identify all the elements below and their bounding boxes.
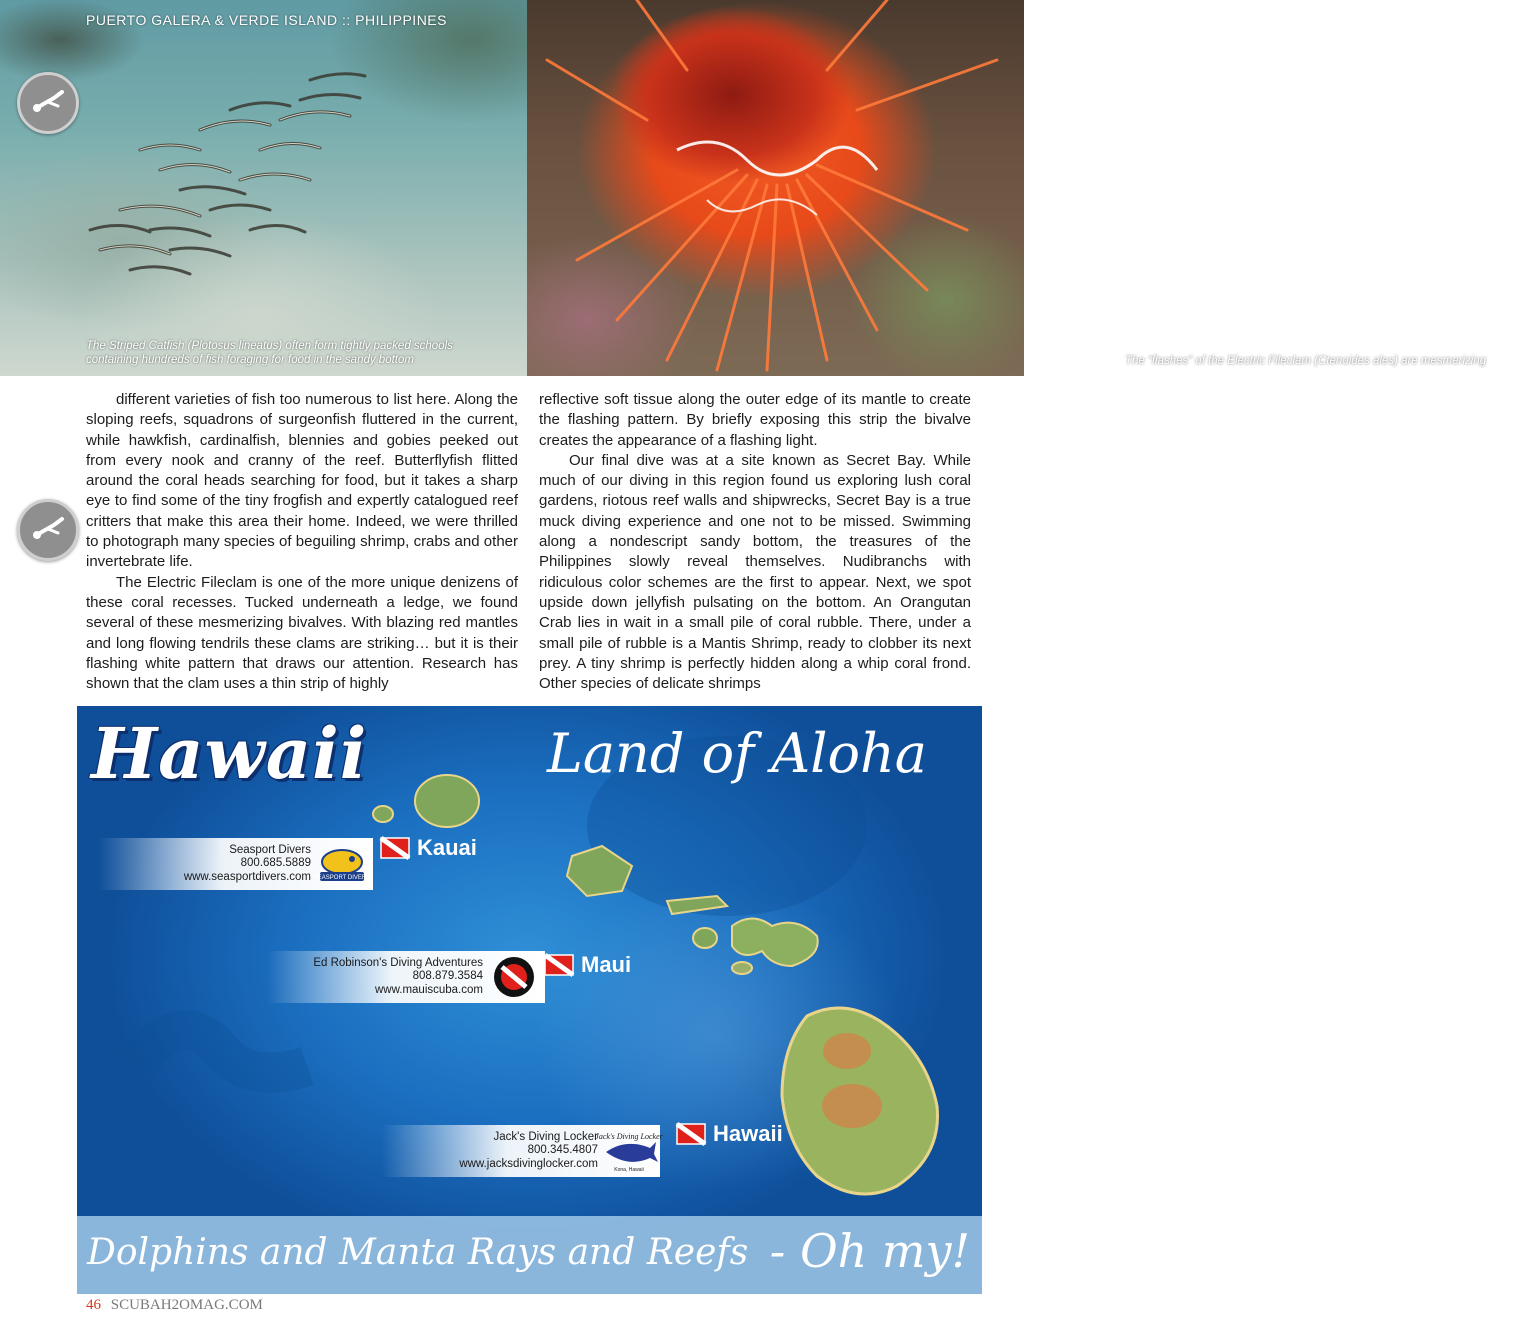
island-name: Kauai <box>417 835 477 860</box>
dealer-info <box>184 844 317 885</box>
dealer-url[interactable]: www.seasportdivers.com <box>183 870 311 883</box>
catfish-caption <box>86 339 506 367</box>
dealer-info <box>459 1131 604 1172</box>
island-label-hawaii <box>677 1121 783 1147</box>
ad-footer-exclaim: - Oh my! <box>769 1224 970 1278</box>
jacks-logo-subtext: Kona, Hawaii <box>614 1167 644 1173</box>
dealer-url[interactable]: www.jacksdivinglocker.com <box>459 1157 598 1170</box>
dealer-card-jacks[interactable] <box>382 1125 663 1177</box>
magazine-site[interactable]: SCUBAH2OMAG.COM <box>110 1297 263 1313</box>
dealer-name: Seasport Divers <box>229 843 311 856</box>
island-label-kauai <box>381 835 477 861</box>
page-number: 46 <box>86 1297 101 1313</box>
article-right-column <box>539 390 971 694</box>
island-name: Hawaii <box>713 1121 783 1146</box>
dive-flag-icon <box>381 838 409 858</box>
article-paragraph: different varieties of fish too numerous to list here. Along the sloping reefs, squadrons of surgeonfish fluttered in the current, while hawkfish, cardinalfish, blennies and gobies peeked out from every nook and cranny of the reef. Butterflyfish flitted around the coral heads searching for food, but it takes a sharp eye to find some of the tiny frogfish and expertly catalogued reef critters that make this area their home. Indeed, we were thrilled to photograph many species of beguiling shrimp, crabs and other invertebrate life. <box>86 391 518 571</box>
article-paragraph: reflective soft tissue along the outer edge of its mantle to create the flashing pattern. By briefly exposing this strip the bivalve creates the appearance of a flashing light. <box>539 391 971 449</box>
dealer-name: Ed Robinson's Diving Adventures <box>313 956 483 969</box>
dealer-phone: 800.685.5889 <box>240 857 311 870</box>
dealer-card-ed-robinsons[interactable] <box>267 951 545 1003</box>
catfish-photo <box>0 0 527 376</box>
catfish-caption-line-2: containing hundreds of fish foraging for food in the sandy bottom <box>86 354 414 366</box>
article-paragraph: The Electric Fileclam is one of the more unique denizens of these coral recesses. Tucked underneath a ledge, we found several of these mesmerizing bivalves. With blazing red mantles and long flowing tendrils these clams are striking… but it is their flashing white pattern that draws our attention. Research has shown that the clam uses a thin strip of highly <box>86 573 518 693</box>
catfish-school-illustration <box>0 0 527 376</box>
dive-flag-icon <box>545 955 573 975</box>
fileclam-illustration <box>527 0 1024 376</box>
ed-robinsons-logo-graphic <box>492 955 536 999</box>
fileclam-caption: The “flashes” of the Electric Fileclam (Ctenoides ales) are mesmerizing <box>1125 355 1487 367</box>
diver-icon <box>17 72 79 134</box>
hawaii-advertisement <box>77 706 982 1294</box>
jacks-logo-graphic <box>595 1128 663 1174</box>
ad-footer-slogan: Dolphins and Manta Rays and Reefs <box>87 1232 749 1273</box>
running-head: PUERTO GALERA & VERDE ISLAND :: PHILIPPINES <box>86 12 447 28</box>
island-label-maui <box>545 952 631 978</box>
dealer-name: Jack's Diving Locker <box>493 1130 598 1143</box>
ad-footer-banner <box>77 1216 982 1294</box>
article-left-column <box>86 390 518 694</box>
dealer-info <box>313 957 489 998</box>
ed-robinsons-logo <box>489 957 539 997</box>
seasport-logo-text: SEASPORT DIVERS <box>313 875 371 881</box>
island-name: Maui <box>581 952 632 977</box>
dive-flag-icon <box>677 1124 705 1144</box>
dealer-phone: 800.345.4807 <box>527 1144 598 1157</box>
jacks-diving-locker-logo <box>595 1131 663 1173</box>
diver-icon-graphic <box>28 88 68 118</box>
ad-tagline: Land of Aloha <box>547 722 927 785</box>
diver-icon-graphic <box>28 515 68 545</box>
diver-icon <box>17 499 79 561</box>
fileclam-photo <box>527 0 1487 376</box>
article-paragraph: Our final dive was at a site known as Secret Bay. While much of our diving in this region found us exploring lush coral gardens, riotous reef walls and shipwrecks, Secret Bay is a true muck diving experience and one not to be missed. Swimming along a nondescript sandy bottom, the treasures of the Philippines slowly reveal themselves. Nudibranchs with ridiculous color schemes are the first to appear. Next, we spot upside down jellyfish pulsating on the bottom. An Orangutan Crab lies in wait in a small pile of coral rubble. There, under a small pile of rubble is a Mantis Shrimp, ready to clobber its next prey. A tiny shrimp is perfectly hidden along a whip coral frond. Other species of delicate shrimps <box>539 451 971 693</box>
dealer-card-seasport[interactable] <box>99 838 373 890</box>
page-folio <box>86 1297 263 1314</box>
seasport-divers-logo <box>313 844 371 884</box>
catfish-caption-line-1: The Striped Catfish (Plotosus lineatus) often form tightly packed schools <box>86 340 453 352</box>
seasport-logo-graphic <box>313 844 371 884</box>
dealer-url[interactable]: www.mauiscuba.com <box>374 983 483 996</box>
jacks-logo-text: Jack's Diving Locker <box>595 1132 663 1141</box>
dealer-phone: 808.879.3584 <box>412 970 483 983</box>
ad-title: Hawaii <box>91 712 368 795</box>
